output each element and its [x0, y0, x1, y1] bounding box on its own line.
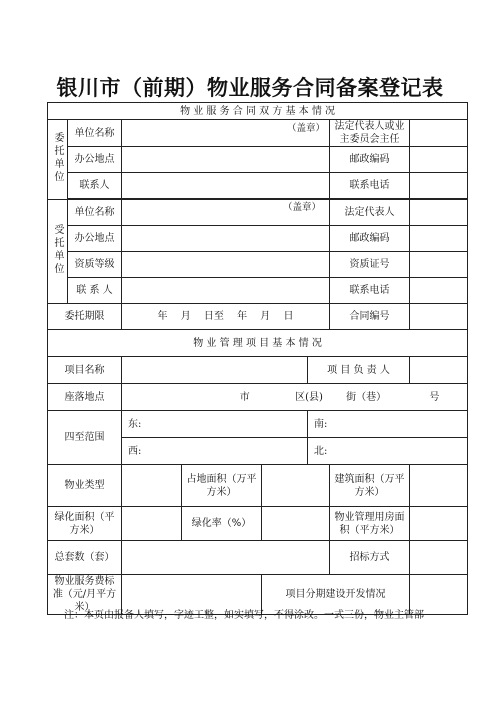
consignee-qualification-field[interactable]	[122, 252, 330, 278]
consignee-legal-rep-label: 法定代表人	[330, 200, 410, 226]
consignee-contact-label: 联 系 人	[68, 278, 122, 304]
land-area-field[interactable]	[262, 465, 330, 507]
consignee-unit-name-label: 单位名称	[68, 200, 122, 226]
form-title: 银川市（前期）物业服务合同备案登记表	[56, 76, 444, 100]
consignor-address-field[interactable]	[122, 147, 330, 173]
consignor-postcode-label: 邮政编码	[330, 147, 410, 173]
location-city: 市	[239, 391, 250, 403]
consignee-contact-field[interactable]	[122, 278, 330, 304]
green-area-field[interactable]	[122, 507, 182, 541]
boundary-east[interactable]: 东:	[122, 411, 308, 438]
mgmt-room-label: 物业管理用房面积（平方米）	[330, 507, 410, 541]
boundary-label: 四至范围	[48, 411, 122, 465]
consignor-seal-mark: （盖章）	[286, 123, 325, 134]
consignor-address-label: 办公地点	[68, 147, 122, 173]
tender-field[interactable]	[410, 541, 468, 575]
registration-form	[47, 102, 468, 615]
consignor-phone-label: 联系电话	[330, 173, 410, 199]
section-header-parties: 物 业 服 务 合 同 双 方 基 本 情 况	[48, 103, 468, 120]
project-manager-field[interactable]	[410, 357, 468, 384]
phase-label: 项目分期建设开发情况	[262, 575, 410, 615]
contract-no-field[interactable]	[410, 304, 468, 330]
green-area-label: 绿化面积（平方米）	[48, 507, 122, 541]
consignee-unit-name-field[interactable]	[122, 200, 330, 226]
consignor-unit-name-label: 单位名称	[68, 120, 122, 147]
total-units-label: 总套数（套）	[48, 541, 122, 575]
consignee-cert-field[interactable]	[410, 252, 468, 278]
consignee-phone-field[interactable]	[410, 278, 468, 304]
consignor-legal-rep-field[interactable]	[410, 120, 468, 147]
consignor-postcode-field[interactable]	[410, 147, 468, 173]
fee-label: 物业服务费标准（元/月平方米）	[48, 575, 122, 615]
consignee-address-label: 办公地点	[68, 226, 122, 252]
project-name-label: 项目名称	[48, 357, 122, 384]
green-rate-label: 绿化率（%）	[182, 507, 262, 541]
project-manager-label: 项 目 负 责 人	[308, 357, 410, 384]
consignor-unit-name-field[interactable]	[122, 120, 330, 147]
building-area-field[interactable]	[410, 465, 468, 507]
property-type-field[interactable]	[122, 465, 182, 507]
location-number: 号	[429, 391, 440, 403]
consignee-legal-rep-field[interactable]	[410, 200, 468, 226]
project-name-field[interactable]	[122, 357, 308, 384]
footnote: 注：本页由报备人填写，字迹工整，如实填写，不得涂改。一式三份，物业主管部	[64, 610, 424, 621]
land-area-label: 占地面积（万平方米）	[182, 465, 262, 507]
boundary-south[interactable]: 南:	[308, 411, 468, 438]
consignee-phone-label: 联系电话	[330, 278, 410, 304]
consignee-qualification-label: 资质等级	[68, 252, 122, 278]
location-district: 区(县)	[295, 391, 323, 403]
period-label: 委托期限	[48, 304, 122, 330]
consignor-contact-field[interactable]	[122, 173, 330, 199]
location-label: 座落地点	[48, 384, 122, 411]
boundary-north[interactable]: 北:	[308, 438, 468, 465]
consignee-group-label: 受托单位	[48, 200, 68, 304]
consignee-address-field[interactable]	[122, 226, 330, 252]
building-area-label: 建筑面积（万平方米）	[330, 465, 410, 507]
consignor-group-label: 委托单位	[48, 120, 68, 200]
total-units-field[interactable]	[122, 541, 330, 575]
period-field[interactable]: 年 月 日至 年 月 日	[122, 304, 330, 330]
property-type-label: 物业类型	[48, 465, 122, 507]
section-header-project: 物 业 管 理 项 目 基 本 情 况	[48, 330, 468, 357]
mgmt-room-field[interactable]	[410, 507, 468, 541]
boundary-west[interactable]: 西:	[122, 438, 308, 465]
consignee-cert-label: 资质证号	[330, 252, 410, 278]
consignee-seal-mark: （盖章）	[282, 202, 321, 213]
consignor-contact-label: 联系人	[68, 173, 122, 199]
consignor-phone-field[interactable]	[410, 173, 468, 199]
consignee-postcode-label: 邮政编码	[330, 226, 410, 252]
location-field[interactable]	[122, 384, 468, 411]
green-rate-field[interactable]	[262, 507, 330, 541]
tender-label: 招标方式	[330, 541, 410, 575]
location-street: 街（巷）	[346, 391, 387, 403]
consignor-legal-rep-label: 法定代表人或业主委员会主任	[330, 120, 410, 147]
contract-no-label: 合同编号	[330, 304, 410, 330]
consignee-postcode-field[interactable]	[410, 226, 468, 252]
